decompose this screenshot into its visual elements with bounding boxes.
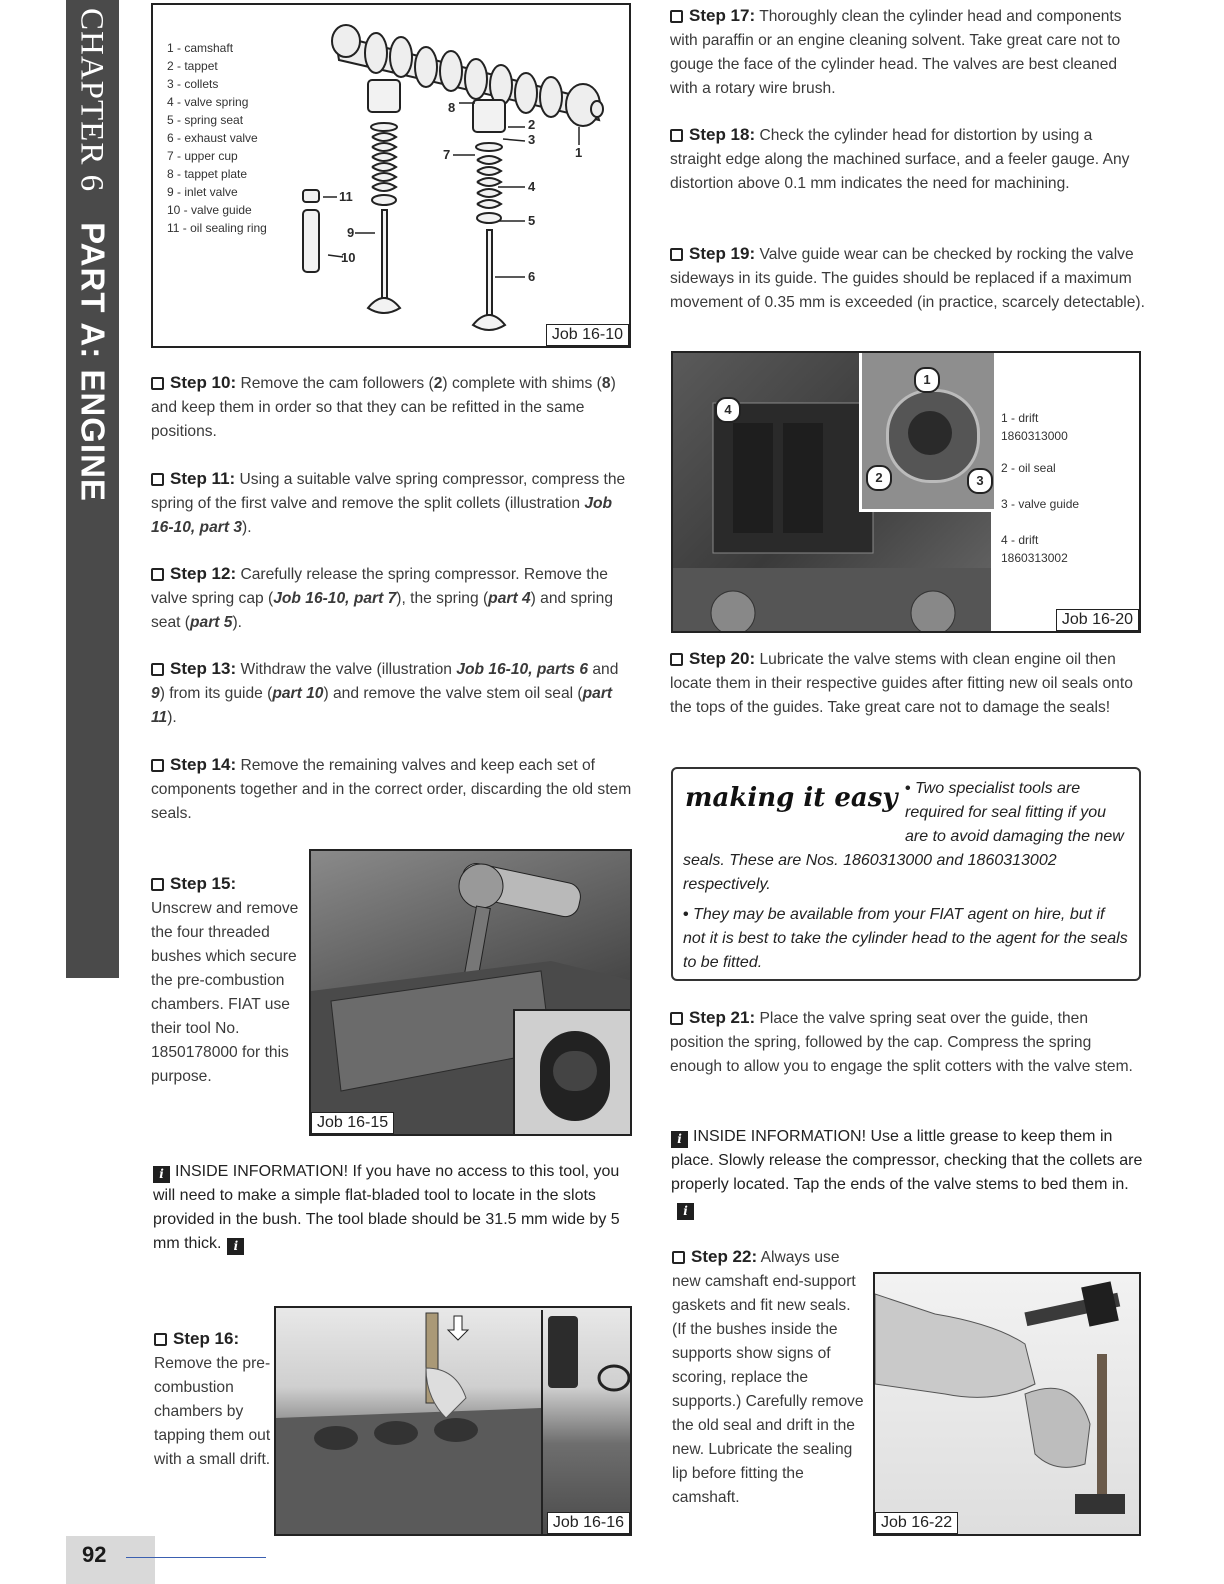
chapter-label: CHAPTER 6 [73,8,110,193]
step-18: Step 18: Check the cylinder head for distortion by using a straight edge along the machined surface, and a feeler gauge. Any distortion above 0.1 mm indicates the need for machining. [670,125,1130,192]
callout: 4 [528,179,536,194]
callout: 1 [575,145,583,160]
marker-4: 4 [715,397,741,423]
callout: 3 [528,132,536,147]
inside-info-2: i INSIDE INFORMATION! Use a little grease to keep them in place. Slowly release the compressor, checking that the collets are properly located. Tap the ends of the valve stems to bed them in.i [671,1128,1143,1218]
step-checkbox[interactable] [670,248,683,261]
step-label: Step 10: [170,373,237,392]
step-label: Step 12: [170,564,237,583]
tip-text: • Two specialist tools are required for seal fitting if you are to avoid damaging the new seals. These are Nos. 1860313000 and 1860313002 respectively. • They may be available from your FIAT agent on hire, but if not it is best to take the cylinder head to the agent for the seals to be fitted. [683,780,1128,971]
marker-3: 3 [967,468,993,494]
step-12: Step 12: Carefully release the spring compressor. Remove the valve spring cap (Job 16-10, part 7), the spring (part 4) and spring seat (part 5). [151,564,613,631]
callout: 6 [528,269,536,284]
step-13: Step 13: Withdraw the valve (illustration Job 16-10, parts 6 and 9) from its guide (part 10) and remove the valve stem oil seal (part 11). [151,659,619,726]
photo-job-16-22 [873,1272,1141,1536]
inset-bush-photo [513,1009,632,1136]
making-it-easy-logo: making it easy [685,783,898,813]
info-icon: i [671,1131,688,1148]
exhaust-valve-assembly [473,100,505,330]
photo-drawing [276,1308,632,1536]
legend-item: 2 - tappet [167,59,218,73]
step-text: Unscrew and remove the four threaded bushes which secure the pre-combustion chambers. FIAT use their tool No. 1850178000 for this purpose. [151,900,299,1085]
chapter-tab [66,0,119,978]
legend-item: 10 - valve guide [167,203,252,217]
chapter-tab-text [73,8,112,502]
step-11: Step 11: Using a suitable valve spring compressor, compress the spring of the first valve and remove the split collets (illustration Job 16-10, part 3). [151,469,626,536]
step-label: Step 21: [689,1008,756,1027]
step-19: Step 19: Valve guide wear can be checked by rocking the valve sideways in its guide. The guides should be replaced if a maximum movement of 0.35 mm is exceeded (in practice, scarcely detectable). [670,244,1145,311]
step-text: Remove the pre-combustion chambers by tapping them out with a small drift. [154,1355,271,1468]
step-checkbox[interactable] [151,663,164,676]
step-label: Step 17: [689,6,756,25]
step-checkbox[interactable] [670,653,683,666]
step-checkbox[interactable] [154,1333,167,1346]
step-checkbox[interactable] [151,759,164,772]
callout: 2 [528,117,536,132]
legend-item: 11 - oil sealing ring [167,221,267,235]
figure-legend [1001,409,1136,567]
step-17: Step 17: Thoroughly clean the cylinder head and components with paraffin or an engine cleaning solvent. Take great care not to gouge the face of the cylinder head. The valves are best cleaned with a rotary wire brush. [670,6,1122,97]
job-label: Job 16-20 [1056,609,1139,631]
callout: 8 [448,100,456,115]
legend-item: 3 - valve guide [1001,497,1080,511]
info-end-icon: i [677,1203,694,1220]
valve-guide-drawing [303,190,319,272]
step-21: Step 21: Place the valve spring seat over the guide, then position the spring, followed by the cap. Compress the spring enough to allow you to engage the split cotters with the valve stem. [670,1008,1133,1075]
callout: 7 [443,147,451,162]
step-16 [154,1327,272,1472]
legend-item: 2 - oil seal [1001,461,1056,475]
figure-job-16-20 [671,351,1141,633]
legend-item: 4 - drift 1860313002 [1001,533,1068,565]
info-icon: i [153,1166,170,1183]
job-label: Job 16-16 [547,1512,630,1534]
legend-item: 4 - valve spring [167,95,249,109]
tip-paragraph: Two specialist tools are required for seal fitting if you are to avoid damaging the new seals. These are Nos. 1860313000 and 1860313002 respectively. [683,780,1124,893]
job-label: Job 16-10 [546,324,629,346]
callout: 5 [528,213,536,228]
page-number-box [66,1536,155,1584]
photo-job-16-16 [274,1306,632,1536]
callout: 10 [341,250,356,265]
step-22: Step 22: Always use new camshaft end-support gaskets and fit new seals. (If the bushes inside the supports show signs of scoring, replace the supports.) Carefully remove the old seal and drift in the new. Lubricate the sealing lip before fitting the camshaft. [672,1247,864,1506]
step-checkbox[interactable] [151,377,164,390]
step-label: Step 20: [689,649,756,668]
inlet-valve-assembly [368,80,400,313]
legend-item: 7 - upper cup [167,149,238,163]
legend-item: 1 - drift 1860313000 [1001,411,1068,443]
legend-item: 8 - tappet plate [167,167,248,181]
step-10: Step 10: Remove the cam followers (2) complete with shims (8) and keep them in order so that they can be refitted in the same positions. [151,373,616,440]
step-label: Step 13: [170,659,237,678]
step-14: Step 14: Remove the remaining valves and keep each set of components together and in the correct order, discarding the old stem seals. [151,755,632,822]
job-label: Job 16-22 [875,1512,958,1534]
callout: 9 [347,225,355,240]
step-checkbox[interactable] [151,568,164,581]
photo-drawing [875,1274,1141,1536]
valve-train-diagram [153,5,629,346]
legend-item: 9 - inlet valve [167,185,238,199]
marker-1: 1 [914,367,940,393]
inside-info-1: i INSIDE INFORMATION! If you have no access to this tool, you will need to make a simple flat-bladed tool to locate in the slots provided in the bush. The tool blade should be 31.5 mm wide by 5 mm thick. i [153,1163,620,1253]
step-label: Step 19: [689,244,756,263]
marker-2: 2 [866,465,892,491]
figure-job-16-10 [151,3,631,348]
page-number: 92 [82,1542,107,1567]
legend-item: 5 - spring seat [167,113,244,127]
tip-paragraph: They may be available from your FIAT agent on hire, but if not it is best to take the cylinder head to the agent for the seals to be fitted. [683,906,1128,971]
step-checkbox[interactable] [670,10,683,23]
callout: 11 [339,189,353,204]
step-checkbox[interactable] [670,129,683,142]
step-checkbox[interactable] [670,1012,683,1025]
step-label: Step 14: [170,755,237,774]
part-label: PART A: ENGINE [74,222,112,502]
footer-rule [126,1557,266,1558]
legend-item: 6 - exhaust valve [167,131,258,145]
step-checkbox[interactable] [151,878,164,891]
job-label: Job 16-15 [311,1112,394,1134]
legend-item: 3 - collets [167,77,219,91]
photo-job-16-15 [309,849,632,1136]
step-label: Step 18: [689,125,756,144]
step-checkbox[interactable] [672,1251,685,1264]
info-end-icon: i [227,1238,244,1255]
step-label: Step 22: [691,1247,758,1266]
legend-item: 1 - camshaft [167,41,234,55]
step-label: Step 16: [173,1329,240,1348]
step-checkbox[interactable] [151,473,164,486]
step-20: Step 20: Lubricate the valve stems with clean engine oil then locate them in their respective guides after fitting new oil seals onto the tops of the guides. Take great care not to damage the seals! [670,649,1133,716]
leader-lines [323,103,579,277]
making-it-easy-box [671,767,1141,981]
step-label: Step 11: [170,469,236,488]
step-label: Step 15: [170,874,237,893]
step-15 [151,872,303,1089]
